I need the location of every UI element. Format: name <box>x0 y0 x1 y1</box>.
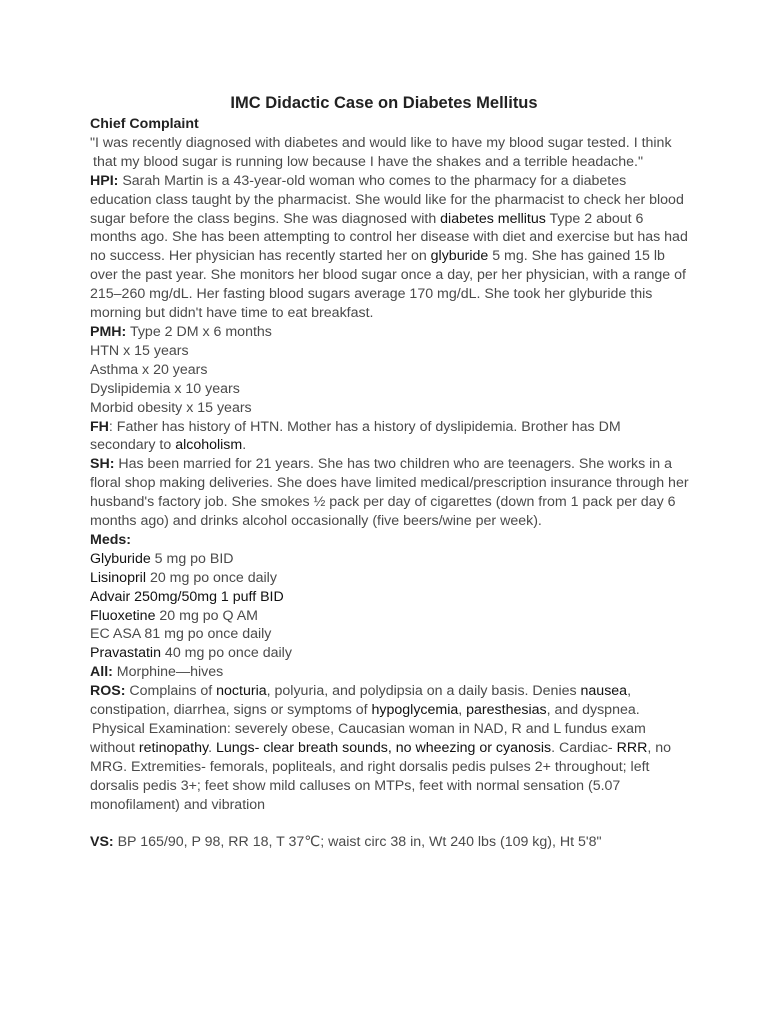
nocturia-link[interactable]: nocturia <box>216 683 267 700</box>
allergies-line: All: Morphine—hives <box>90 664 224 681</box>
med-name-link[interactable]: Advair 250mg/50mg 1 puff BID <box>90 588 284 605</box>
med-item: EC ASA 81 mg po once daily <box>90 626 272 643</box>
pe-line-2: without retinopathy. Lungs- clear breath sounds, no wheezing or cyanosis. Cardiac- RRR, no <box>90 739 671 756</box>
pmh-line-2: HTN x 15 years <box>90 342 189 359</box>
paresthesias-link[interactable]: paresthesias <box>466 702 547 719</box>
hpi-line-3: sugar before the class begins. She was diagnosed with diabetes mellitus Type 2 about 6 <box>90 210 644 227</box>
med-item: Fluoxetine 20 mg po Q AM <box>90 607 258 624</box>
med-item: Lisinopril 20 mg po once daily <box>90 569 277 586</box>
chief-complaint-line-1: "I was recently diagnosed with diabetes and would like to have my blood sugar tested. I think <box>90 134 672 151</box>
hpi-line-6: over the past year. She monitors her blood sugar once a day, per her physician, with a range of <box>90 267 686 284</box>
lungs-exam-link[interactable]: Lungs- clear breath sounds, no wheezing or cyanosis <box>215 739 552 756</box>
rrr-link[interactable]: RRR <box>616 739 648 756</box>
ros-line-2: constipation, diarrhea, signs or symptoms of hypoglycemia, paresthesias, and dyspnea. <box>90 702 640 719</box>
fh-line-2: secondary to alcoholism. <box>90 437 247 454</box>
med-name-link[interactable]: Glyburide <box>90 550 151 567</box>
hpi-line-7: 215–260 mg/dL. Her fasting blood sugars average 170 mg/dL. She took her glyburide this <box>90 286 653 303</box>
hpi-label: HPI: <box>90 172 119 189</box>
sh-line-4: months ago) and drinks alcohol occasionally (five beers/wine per week). <box>90 513 542 530</box>
med-item: Glyburide 5 mg po BID <box>90 550 234 567</box>
pmh-label: PMH: <box>90 323 127 340</box>
case-content <box>90 115 690 852</box>
pe-line-4: dorsalis pedis 3+; feet show mild calluses on MTPs, feet with normal sensation (5.07 <box>90 777 621 794</box>
fh-label: FH <box>90 418 109 435</box>
ros-label: ROS: <box>90 683 126 700</box>
sh-line-3: husband's factory job. She smokes ½ pack per day of cigarettes (down from 1 pack per day 6 <box>90 494 676 511</box>
vitals-line: VS: BP 165/90, P 98, RR 18, T 37℃; waist circ 38 in, Wt 240 lbs (109 kg), Ht 5'8" <box>90 834 602 851</box>
pmh-line-4: Dyslipidemia x 10 years <box>90 380 240 397</box>
retinopathy-link[interactable]: retinopathy <box>138 739 209 756</box>
pe-line-3: MRG. Extremities- femorals, popliteals, and right dorsalis pedis pulses 2+ throughout; left <box>90 758 650 775</box>
chief-complaint-line-2: that my blood sugar is running low because I have the shakes and a terrible headache." <box>93 153 644 170</box>
hpi-line-4: months ago. She has been attempting to control her disease with diet and exercise but has had <box>90 229 688 246</box>
hpi-line-1: HPI: Sarah Martin is a 43-year-old woman who comes to the pharmacy for a diabetes <box>90 172 627 189</box>
diabetes-mellitus-link[interactable]: diabetes mellitus <box>440 210 546 227</box>
med-name-link[interactable]: Lisinopril <box>90 569 146 586</box>
med-name-link[interactable]: Fluoxetine <box>90 607 156 624</box>
sh-line-2: floral shop making deliveries. She does have limited medical/prescription insurance through her <box>90 475 689 492</box>
allergies-label: All: <box>90 664 113 681</box>
glyburide-link[interactable]: glyburide <box>430 248 489 265</box>
med-item <box>90 588 690 607</box>
med-item: Pravastatin 40 mg po once daily <box>90 645 292 662</box>
pe-line-5: monofilament) and vibration <box>90 796 266 813</box>
hpi-line-2: education class taught by the pharmacist. She would like for the pharmacist to check her blood <box>90 191 684 208</box>
sh-line-1: SH: Has been married for 21 years. She has two children who are teenagers. She works in a <box>90 456 672 473</box>
spacer <box>90 815 690 834</box>
pe-line-1: Physical Examination: severely obese, Caucasian woman in NAD, R and L fundus exam <box>92 721 646 737</box>
pmh-line-5: Morbid obesity x 15 years <box>90 399 252 416</box>
nausea-link[interactable]: nausea <box>580 683 628 700</box>
chief-complaint-heading: Chief Complaint <box>90 116 199 132</box>
meds-heading: Meds: <box>90 531 131 548</box>
pmh-line-1: PMH: Type 2 DM x 6 months <box>90 323 272 340</box>
ros-line-1: ROS: Complains of nocturia, polyuria, and polydipsia on a daily basis. Denies nausea, <box>90 683 632 700</box>
pmh-line-3: Asthma x 20 years <box>90 361 208 378</box>
vitals-label: VS: <box>90 834 114 851</box>
sh-label: SH: <box>90 456 115 473</box>
document-title: IMC Didactic Case on Diabetes Mellitus <box>230 94 538 112</box>
hypoglycemia-link[interactable]: hypoglycemia <box>371 702 459 719</box>
hpi-line-5: no success. Her physician has recently started her on glyburide 5 mg. She has gained 15 lb <box>90 248 665 265</box>
hpi-line-8: morning but didn't have time to eat breakfast. <box>90 305 374 322</box>
alcoholism-link[interactable]: alcoholism <box>175 437 243 454</box>
med-name-link[interactable]: Pravastatin <box>90 645 161 662</box>
fh-line-1: FH: Father has history of HTN. Mother has a history of dyslipidemia. Brother has DM <box>90 418 621 435</box>
